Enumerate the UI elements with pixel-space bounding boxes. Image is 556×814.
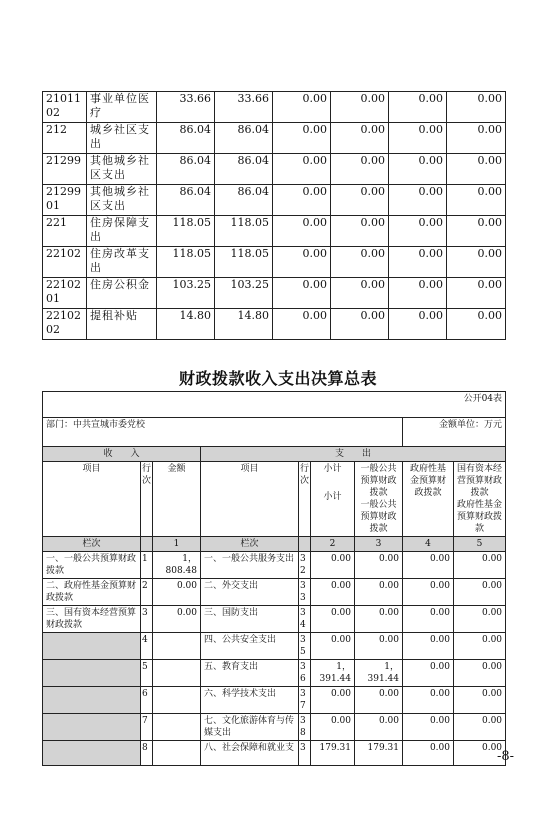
value-cell: 118.05 [215,216,273,247]
gov-fund-header-text-2: 政府性基金预算财政拨款 [457,500,503,534]
value-cell: 0.00 [389,216,447,247]
income-amount: 0.00 [153,579,201,606]
value-cell: 86.04 [215,154,273,185]
value-cell: 0.00 [389,123,447,154]
value-cell: 0.00 [273,309,331,340]
value-cell: 0.00 [331,154,389,185]
value-cell: 118.05 [157,216,215,247]
value-cell: 0.00 [389,247,447,278]
subtotal-value: 179.31 [311,741,355,766]
summary-body [43,552,506,766]
income-row-no: 2 [141,579,153,606]
general-budget-value: 0.00 [355,633,403,660]
table-row [43,309,506,340]
expense-item: 三、国防支出 [201,606,299,633]
subject-name: 提租补贴 [87,309,157,340]
state-capital-value: 0.00 [454,687,506,714]
expense-item: 五、教育支出 [201,660,299,687]
subtotal-header-text: 小计 [323,464,342,474]
department-label: 部门：中共宣城市委党校 [43,418,403,447]
state-capital-header-text: 国有资本经营预算财政拨款 [457,464,503,498]
gov-fund-header: 政府性基金预算财政拨款 [403,462,454,537]
summary-table [42,391,506,766]
expense-item-header: 项目 [201,462,299,537]
expense-row-no-header: 行次 [299,462,311,537]
income-item: 三、国有资本经营预算财政拨款 [43,606,141,633]
value-cell: 0.00 [447,309,506,340]
income-item: 二、政府性基金预算财政拨款 [43,579,141,606]
col-label-blank [141,537,153,552]
value-cell: 0.00 [331,185,389,216]
continued-expense-table [42,91,506,340]
value-cell: 118.05 [157,247,215,278]
income-amount [153,687,201,714]
subject-name: 城乡社区支出 [87,123,157,154]
subject-code: 22102 02 [43,309,87,340]
table-row [43,247,506,278]
value-cell: 0.00 [273,92,331,123]
subtotal-value: 0.00 [311,606,355,633]
value-cell: 0.00 [331,247,389,278]
income-row-no: 3 [141,606,153,633]
gov-fund-value: 0.00 [403,579,454,606]
table-row [43,741,506,766]
income-row-no: 1 [141,552,153,579]
value-cell: 14.80 [215,309,273,340]
expense-item: 二、外交支出 [201,579,299,606]
expense-item: 八、社会保障和就业支 [201,741,299,766]
gov-fund-value: 0.00 [403,714,454,741]
expense-item: 四、公共安全支出 [201,633,299,660]
value-cell: 0.00 [447,123,506,154]
value-cell: 0.00 [447,247,506,278]
table-row [43,216,506,247]
table-row [43,552,506,579]
value-cell: 0.00 [389,154,447,185]
value-cell: 0.00 [447,216,506,247]
state-capital-value: 0.00 [454,552,506,579]
value-cell: 0.00 [273,247,331,278]
income-item [43,741,141,766]
state-capital-value: 0.00 [454,633,506,660]
subtotal-header-text-2: 小计 [323,492,342,502]
income-item: 一、一般公共预算财政拨款 [43,552,141,579]
value-cell: 0.00 [389,309,447,340]
income-row-no: 6 [141,687,153,714]
income-item [43,660,141,687]
col-num-4: 4 [403,537,454,552]
general-budget-value: 0.00 [355,714,403,741]
income-header: 收 入 [43,447,201,462]
value-cell: 0.00 [447,154,506,185]
expense-row-no: 33 [299,579,311,606]
income-row-no: 7 [141,714,153,741]
value-cell: 86.04 [215,185,273,216]
value-cell: 33.66 [157,92,215,123]
general-budget-value: 0.00 [355,579,403,606]
subject-name: 住房保障支出 [87,216,157,247]
table-row [43,687,506,714]
state-capital-value: 0.00 [454,714,506,741]
col-label-expense: 栏次 [201,537,299,552]
income-amount [153,741,201,766]
value-cell: 86.04 [215,123,273,154]
table-row [43,92,506,123]
value-cell: 103.25 [157,278,215,309]
value-cell: 0.00 [447,92,506,123]
expense-header: 支 出 [201,447,506,462]
state-capital-value: 0.00 [454,741,506,766]
value-cell: 0.00 [331,92,389,123]
general-budget-header [355,462,403,537]
subject-name: 住房公积金 [87,278,157,309]
table-row [43,123,506,154]
table-row [43,185,506,216]
table-row [43,579,506,606]
income-amount: 0.00 [153,606,201,633]
income-amount [153,660,201,687]
state-capital-value: 0.00 [454,579,506,606]
value-cell: 0.00 [389,185,447,216]
table-title: 财政拨款收入支出决算总表 [178,369,377,388]
value-cell: 0.00 [273,185,331,216]
subtotal-value: 0.00 [311,714,355,741]
income-item [43,687,141,714]
unit-label: 金额单位：万元 [403,418,506,447]
value-cell: 86.04 [157,123,215,154]
value-cell: 0.00 [273,278,331,309]
value-cell: 0.00 [273,154,331,185]
amount-header: 金额 [153,462,201,537]
expense-item: 六、科学技术支出 [201,687,299,714]
value-cell: 0.00 [273,123,331,154]
gov-fund-value: 0.00 [403,741,454,766]
subtotal-value: 0.00 [311,633,355,660]
subject-code: 212 [43,123,87,154]
income-row-no-header: 行次 [141,462,153,537]
expense-row-no: 38 [299,714,311,741]
col-label-blank-2 [299,537,311,552]
expense-row-no: 36 [299,660,311,687]
col-num-1: 1 [153,537,201,552]
subject-code: 221 [43,216,87,247]
subject-code: 21299 01 [43,185,87,216]
table-row [43,714,506,741]
value-cell: 0.00 [331,216,389,247]
expense-row-no: 3 [299,741,311,766]
page-number: -8- [496,749,514,764]
value-cell: 0.00 [331,309,389,340]
value-cell: 103.25 [215,278,273,309]
value-cell: 0.00 [389,92,447,123]
gov-fund-value: 0.00 [403,660,454,687]
expense-item: 七、文化旅游体育与传媒支出 [201,714,299,741]
state-capital-value: 0.00 [454,606,506,633]
form-number: 公开04表 [43,392,506,418]
table-row [43,278,506,309]
subject-code: 21299 [43,154,87,185]
general-budget-value: 1，391.44 [355,660,403,687]
general-budget-header-text: 一般公共预算财政拨款 [360,464,397,498]
general-budget-value: 0.00 [355,606,403,633]
value-cell: 14.80 [157,309,215,340]
income-row-no: 5 [141,660,153,687]
continued-expense-body [43,92,506,340]
subject-name: 事业单位医疗 [87,92,157,123]
expense-row-no: 34 [299,606,311,633]
col-num-3: 3 [355,537,403,552]
value-cell: 0.00 [389,278,447,309]
subject-name: 住房改革支出 [87,247,157,278]
subject-code: 22102 01 [43,278,87,309]
value-cell: 0.00 [273,216,331,247]
gov-fund-value: 0.00 [403,633,454,660]
value-cell: 0.00 [331,278,389,309]
subject-code: 22102 [43,247,87,278]
subtotal-value: 0.00 [311,579,355,606]
table-row [43,606,506,633]
state-capital-header [454,462,506,537]
general-budget-value: 179.31 [355,741,403,766]
table-row [43,154,506,185]
gov-fund-value: 0.00 [403,552,454,579]
income-amount [153,633,201,660]
general-budget-value: 0.00 [355,687,403,714]
value-cell: 0.00 [447,185,506,216]
subtotal-value: 0.00 [311,687,355,714]
income-amount: 1，808.48 [153,552,201,579]
state-capital-value: 0.00 [454,660,506,687]
general-budget-header-text-2: 一般公共预算财政拨款 [360,500,397,534]
value-cell: 0.00 [447,278,506,309]
income-row-no: 8 [141,741,153,766]
income-amount [153,714,201,741]
col-label-income: 栏次 [43,537,141,552]
income-row-no: 4 [141,633,153,660]
subject-name: 其他城乡社区支出 [87,154,157,185]
col-num-2: 2 [311,537,355,552]
expense-item: 一、一般公共服务支出 [201,552,299,579]
subtotal-value: 0.00 [311,552,355,579]
income-item-header: 项目 [43,462,141,537]
table-row [43,660,506,687]
expense-row-no: 37 [299,687,311,714]
subtotal-value: 1，391.44 [311,660,355,687]
expense-row-no: 35 [299,633,311,660]
value-cell: 86.04 [157,154,215,185]
subtotal-header [311,462,355,537]
value-cell: 0.00 [331,123,389,154]
gov-fund-value: 0.00 [403,687,454,714]
income-item [43,714,141,741]
subject-name: 其他城乡社区支出 [87,185,157,216]
income-item [43,633,141,660]
value-cell: 118.05 [215,247,273,278]
expense-row-no: 32 [299,552,311,579]
subject-code: 21011 02 [43,92,87,123]
col-num-5: 5 [454,537,506,552]
general-budget-value: 0.00 [355,552,403,579]
gov-fund-value: 0.00 [403,606,454,633]
table-row [43,633,506,660]
value-cell: 86.04 [157,185,215,216]
value-cell: 33.66 [215,92,273,123]
